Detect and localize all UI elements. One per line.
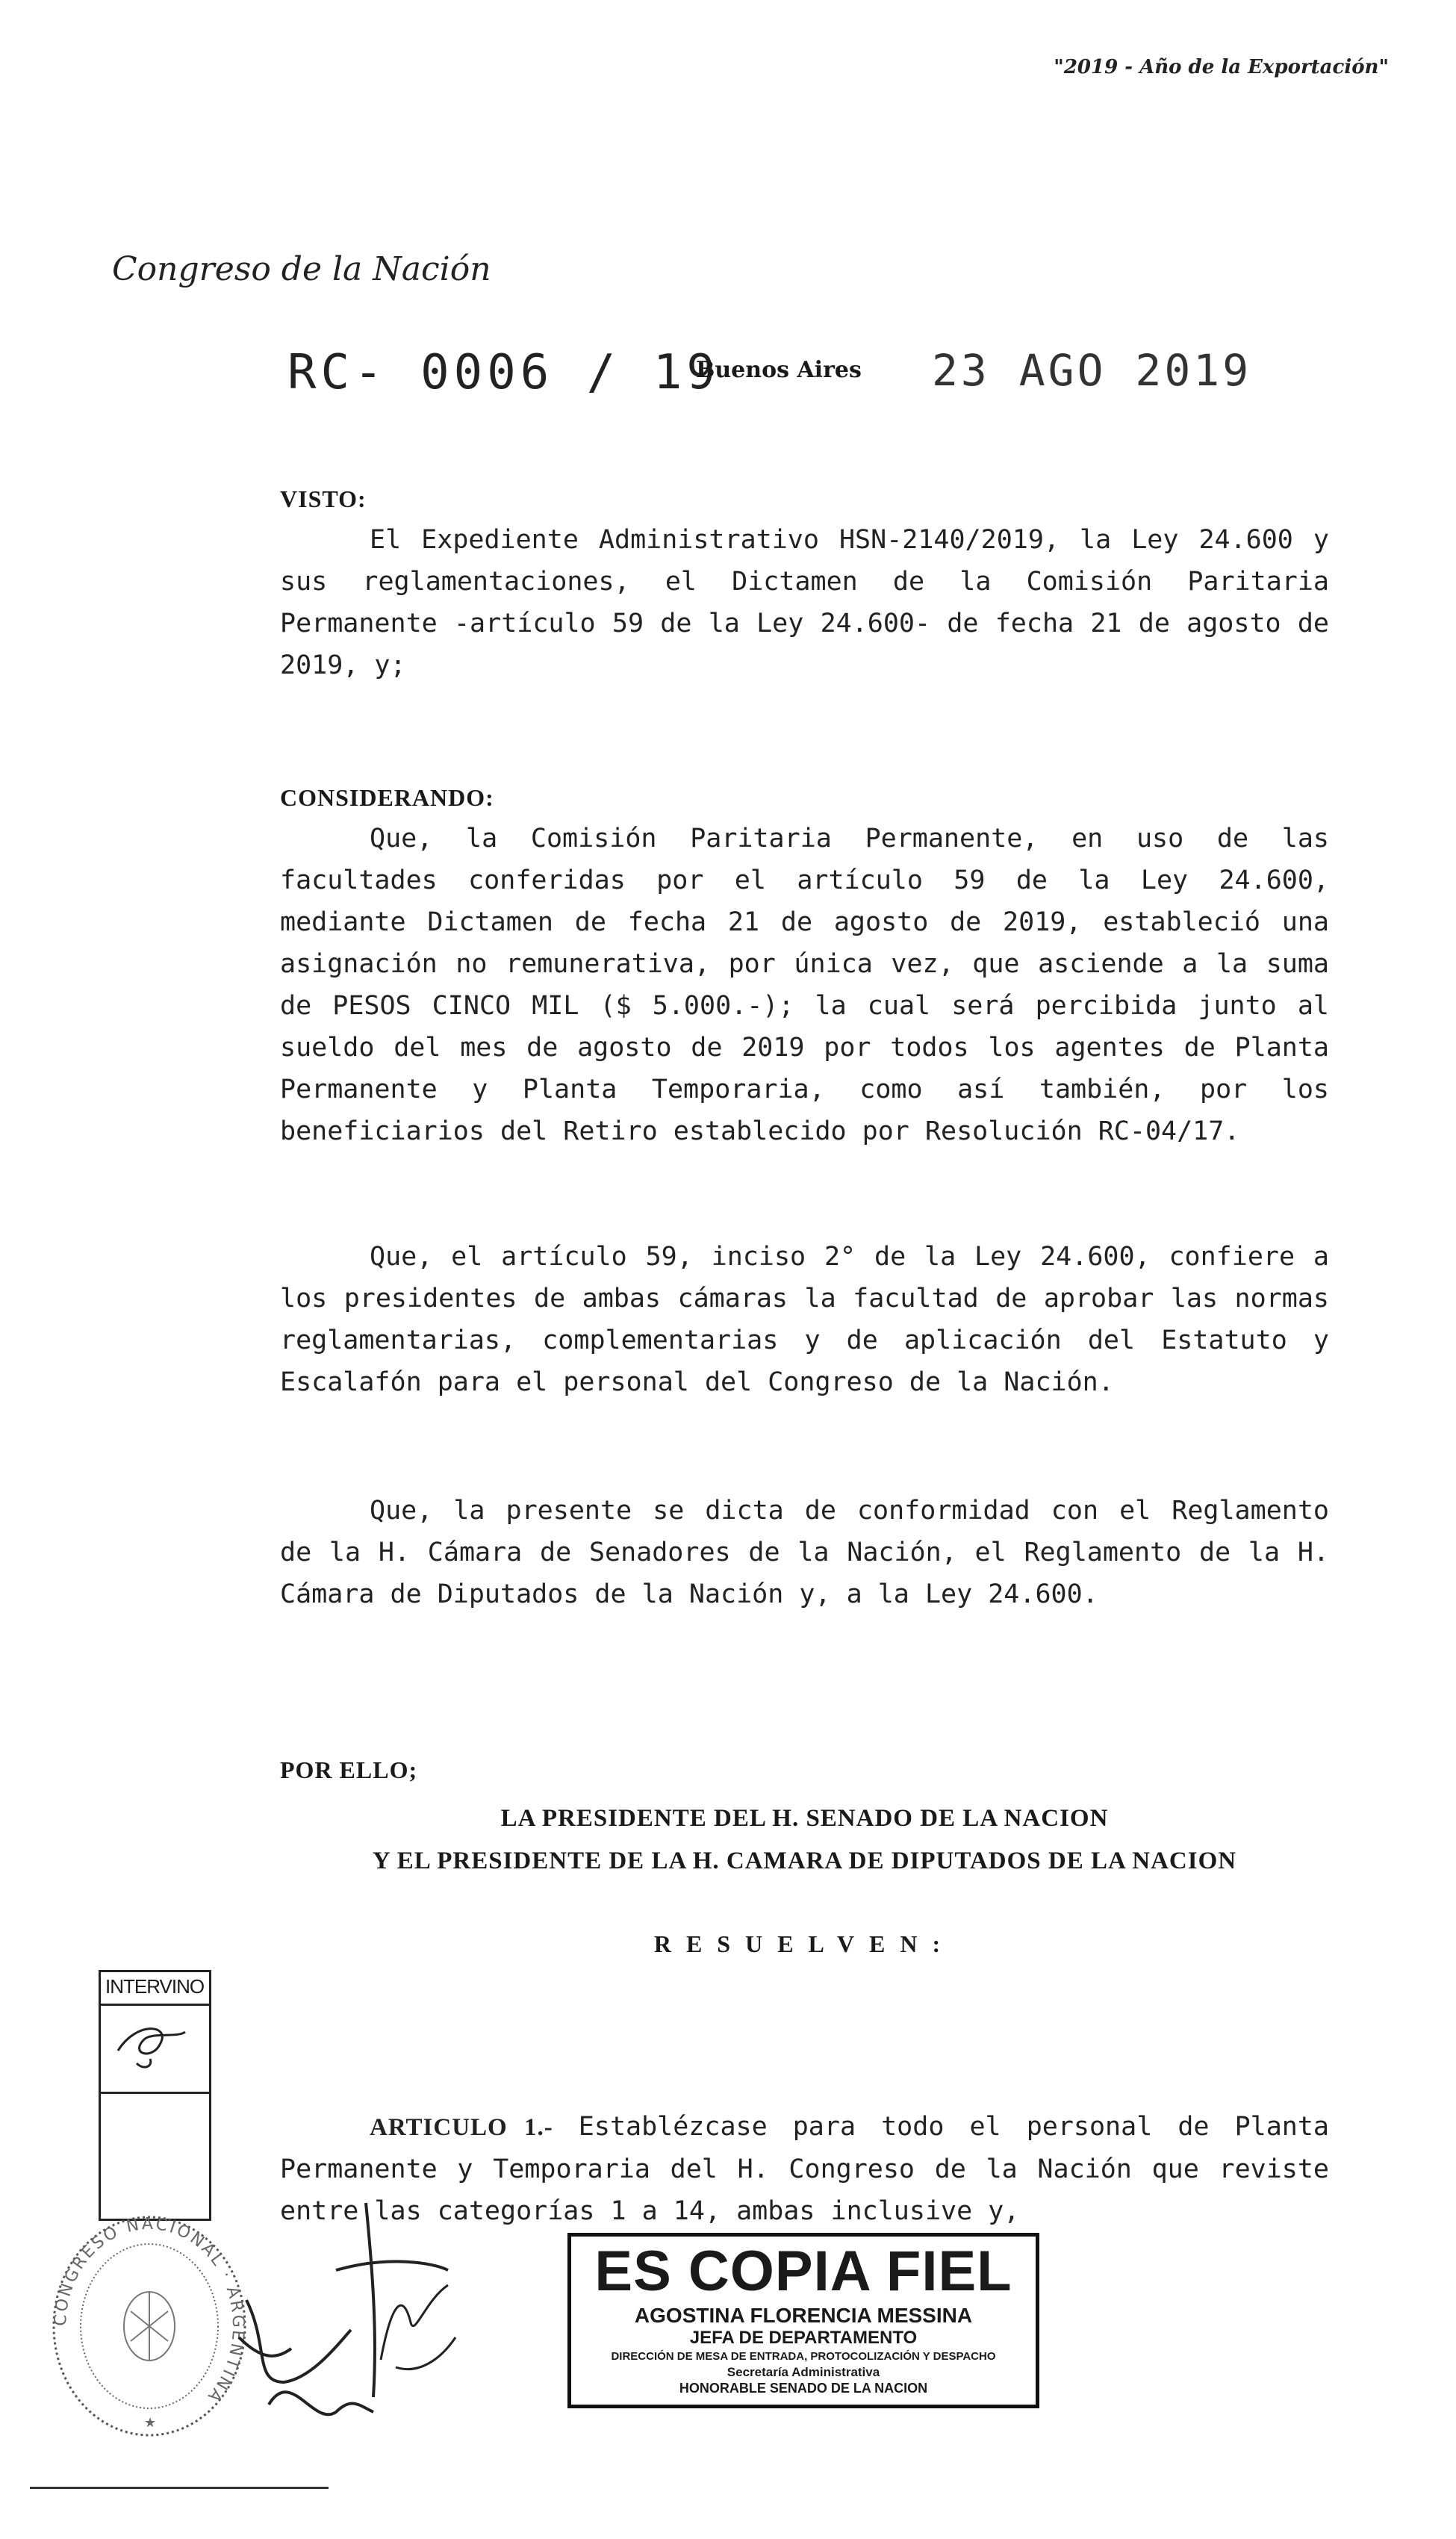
intervino-box <box>99 1970 211 2221</box>
articulo-1-label: ARTICULO 1.- <box>370 2114 553 2141</box>
considerando-paragraph-1: Que, la Comisión Paritaria Permanente, en uso de las facultades conferidas por el artículo 59 de la Ley 24.600, mediante Dictamen de fecha 21 de agosto de 2019, estableció una asignación no remunerativa, por única vez, que asciende a la suma de PESOS CINCO MIL ($ 5.000.-); la cual será percibida junto al sueldo del mes de agosto de 2019 por todos los agentes de Planta Permanente y Planta Temporaria, como así también, por los beneficiarios del Retiro establecido por Resolución RC-04/17. <box>280 824 1329 1146</box>
header-motto: "2019 - Año de la Exportación" <box>1054 56 1389 78</box>
congress-seal-icon <box>49 2214 250 2438</box>
intervino-divider <box>101 2092 209 2094</box>
seal-text: CONGRESO NACIONAL · ARGENTINA <box>51 2214 248 2407</box>
intervino-divider <box>101 2004 209 2006</box>
copia-fiel-role: JEFA DE DEPARTAMENTO <box>689 2328 918 2348</box>
copia-fiel-direction: DIRECCIÓN DE MESA DE ENTRADA, PROTOCOLIZACIÓN Y DESPACHO <box>611 2350 996 2363</box>
considerando-paragraph-2: Que, el artículo 59, inciso 2° de la Ley 24.600, confiere a los presidentes de ambas cámaras la facultad de aprobar las normas reglamentarias, complementarias y de aplicación del Estatuto y Escalafón para el personal del Congreso de la Nación. <box>280 1242 1329 1397</box>
copia-fiel-title: ES COPIA FIEL <box>594 2240 1012 2303</box>
considerando-paragraph-3: Que, la presente se dicta de conformidad con el Reglamento de la H. Cámara de Senadores de la Nación, el Reglamento de la H. Cámara de Diputados de la Nación y, a la Ley 24.600. <box>280 1496 1329 1609</box>
copia-fiel-chamber: HONORABLE SENADO DE LA NACION <box>679 2381 928 2396</box>
svg-text:★: ★ <box>144 2415 157 2431</box>
authority-line-2: Y EL PRESIDENTE DE LA H. CAMARA DE DIPUTADOS DE LA NACION <box>372 1847 1237 1874</box>
copia-fiel-stamp <box>567 2233 1039 2408</box>
articulo-1-text: Establézcase para todo el personal de Planta Permanente y Temporaria del H. Congreso de la Nación que reviste entre las categorías 1 a 14, ambas inclusive y, <box>280 2112 1330 2226</box>
authority-line-1: LA PRESIDENTE DEL H. SENADO DE LA NACION <box>500 1805 1109 1832</box>
place-label: Buenos Aires <box>696 357 862 383</box>
visto-heading: VISTO: <box>280 485 367 512</box>
por-ello-heading: POR ELLO; <box>280 1756 418 1783</box>
resolution-number: RC- 0006 / 19 <box>287 345 720 400</box>
considerando-heading: CONSIDERANDO: <box>280 784 494 811</box>
initials-scribble-icon <box>107 2010 196 2084</box>
copia-fiel-name: AGOSTINA FLORENCIA MESSINA <box>634 2304 973 2327</box>
footer-rule <box>30 2487 329 2489</box>
visto-paragraph: El Expediente Administrativo HSN-2140/2019, la Ley 24.600 y sus reglamentaciones, el Dictamen de la Comisión Paritaria Permanente -artículo 59 de la Ley 24.600- de fecha 21 de agosto de 2019, y; <box>280 525 1329 680</box>
signature-scribble-icon <box>224 2188 567 2434</box>
date-stamp: 23 AGO 2019 <box>932 345 1252 396</box>
intervino-label: INTERVINO <box>105 1975 205 1998</box>
institution-title: Congreso de la Nación <box>112 250 491 288</box>
copia-fiel-secretaria: Secretaría Administrativa <box>727 2365 880 2379</box>
resuelven-heading: RESUELVEN: <box>653 1930 956 1957</box>
